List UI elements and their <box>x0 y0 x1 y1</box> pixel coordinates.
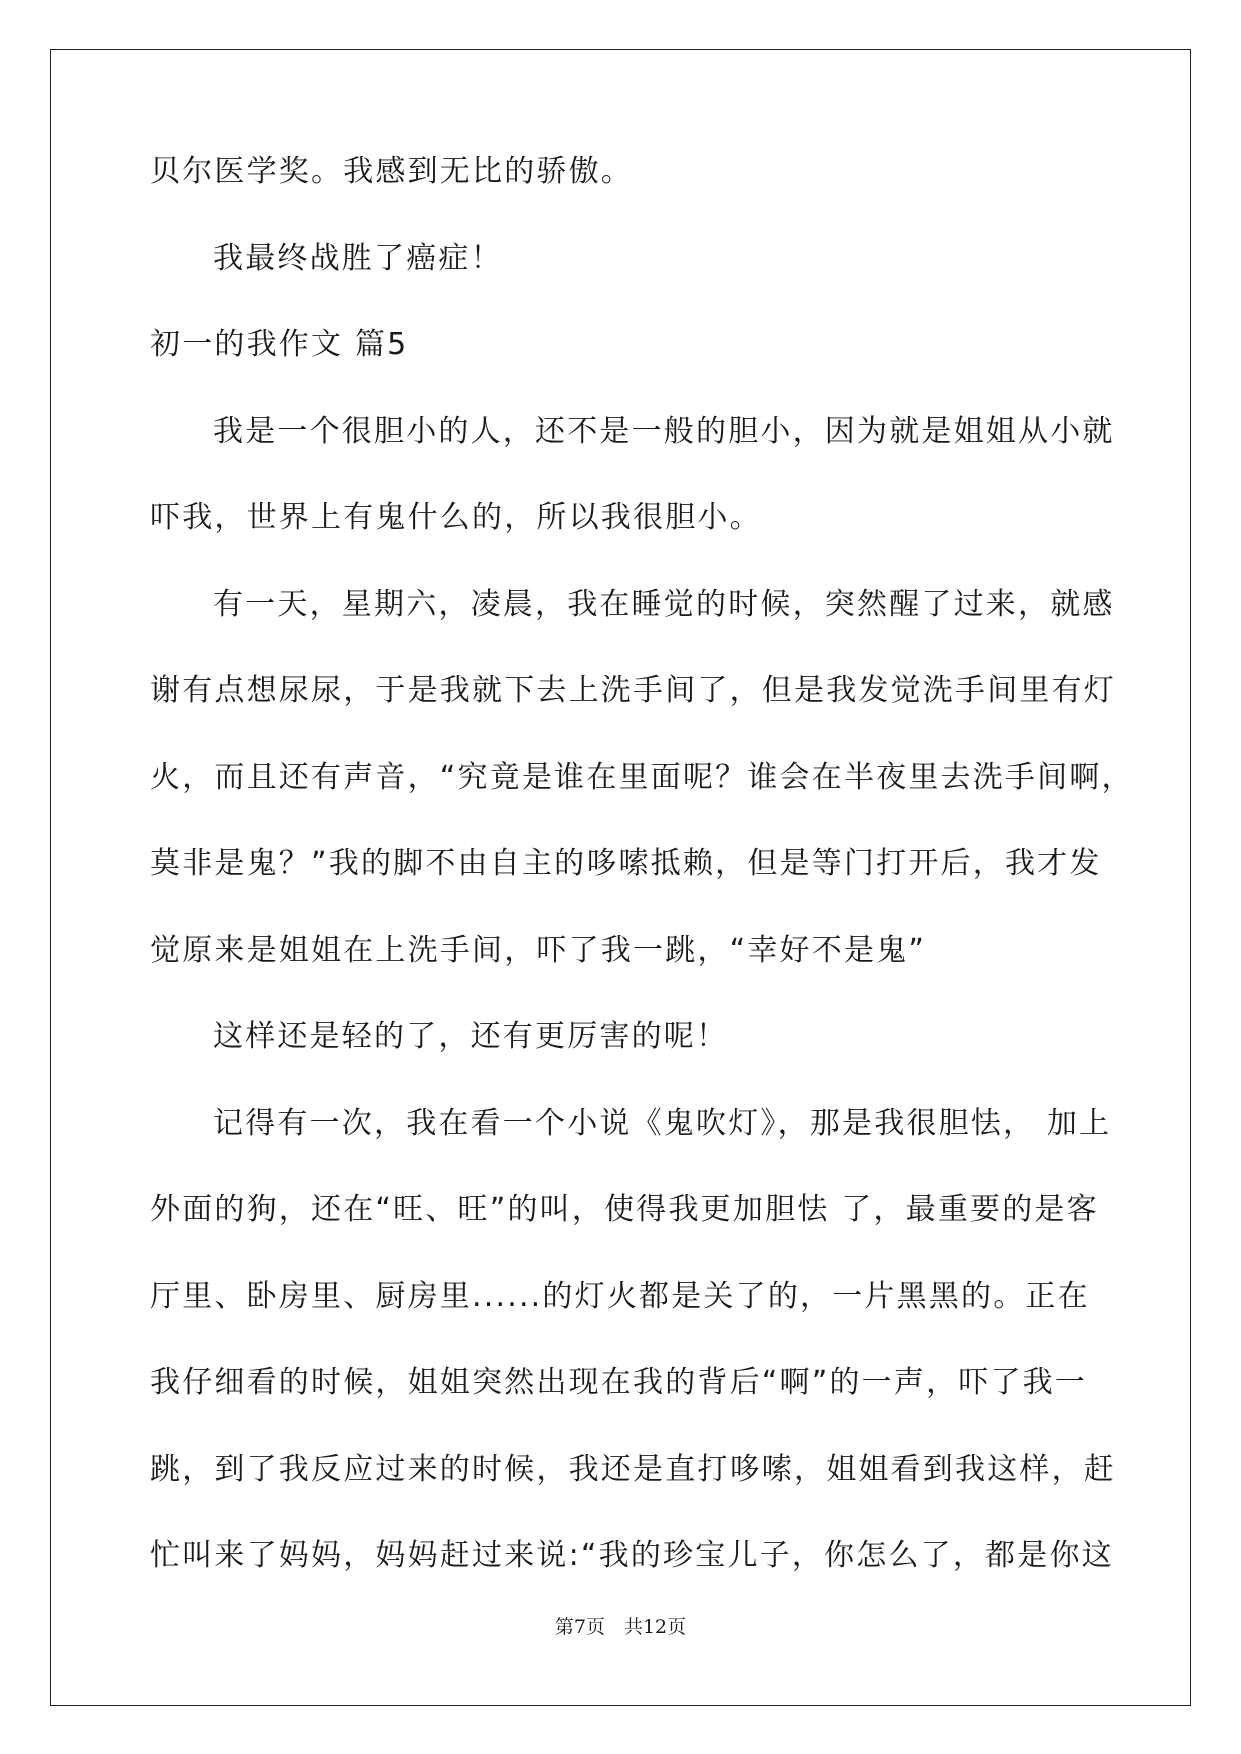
text-line: 我是一个很胆小的人，还不是一般的胆小，因为就是姐姐从小就 <box>213 413 1115 449</box>
text-line: 忙叫来了妈妈，妈妈赶过来说:“我的珍宝儿子，你怎么了，都是你这 <box>150 1538 1114 1573</box>
page-number: 第7页 共12页 <box>554 1616 687 1638</box>
text-line: 我仔细看的时候，姐姐突然出现在我的背后“啊”的一声，吓了我一 <box>150 1365 1088 1400</box>
text-line: 有一天，星期六，凌晨，我在睡觉的时候，突然醒了过来，就感 <box>213 586 1115 622</box>
section-heading: 初一的我作文 篇5 <box>150 327 409 362</box>
text-line: 这样还是轻的了，还有更厉害的呢！ <box>213 1019 729 1054</box>
text-line: 莫非是鬼？”我的脚不由自主的哆嗦抵赖，但是等门打开后，我才发 <box>150 846 1102 881</box>
text-line: 贝尔医学奖。我感到无比的骄傲。 <box>150 154 633 189</box>
text-line: 跳，到了我反应过来的时候，我还是直打哆嗦，姐姐看到我这样，赶 <box>150 1451 1116 1487</box>
text-line: 厅里、卧房里、厨房里......的灯火都是关了的，一片黑黑的。正在 <box>150 1278 1090 1314</box>
text-line: 我最终战胜了癌症！ <box>213 240 503 276</box>
text-line: 觉原来是姐姐在上洗手间，吓了我一跳，“幸好不是鬼” <box>150 932 927 968</box>
text-line: 外面的狗，还在“旺、旺”的叫，使得我更加胆怯 了，最重要的是客 <box>150 1192 1099 1227</box>
text-line: 火，而且还有声音，“究竟是谁在里面呢？谁会在半夜里去洗手间啊， <box>150 759 1134 795</box>
page-footer <box>0 1612 1241 1639</box>
text-line: 谢有点想尿尿，于是我就下去上洗手间了，但是我发觉洗手间里有灯 <box>150 673 1116 708</box>
text-line: 吓我，世界上有鬼什么的，所以我很胆小。 <box>150 500 762 535</box>
text-line: 记得有一次，我在看一个小说《鬼吹灯》，那是我很胆怯， 加上 <box>213 1105 1112 1141</box>
